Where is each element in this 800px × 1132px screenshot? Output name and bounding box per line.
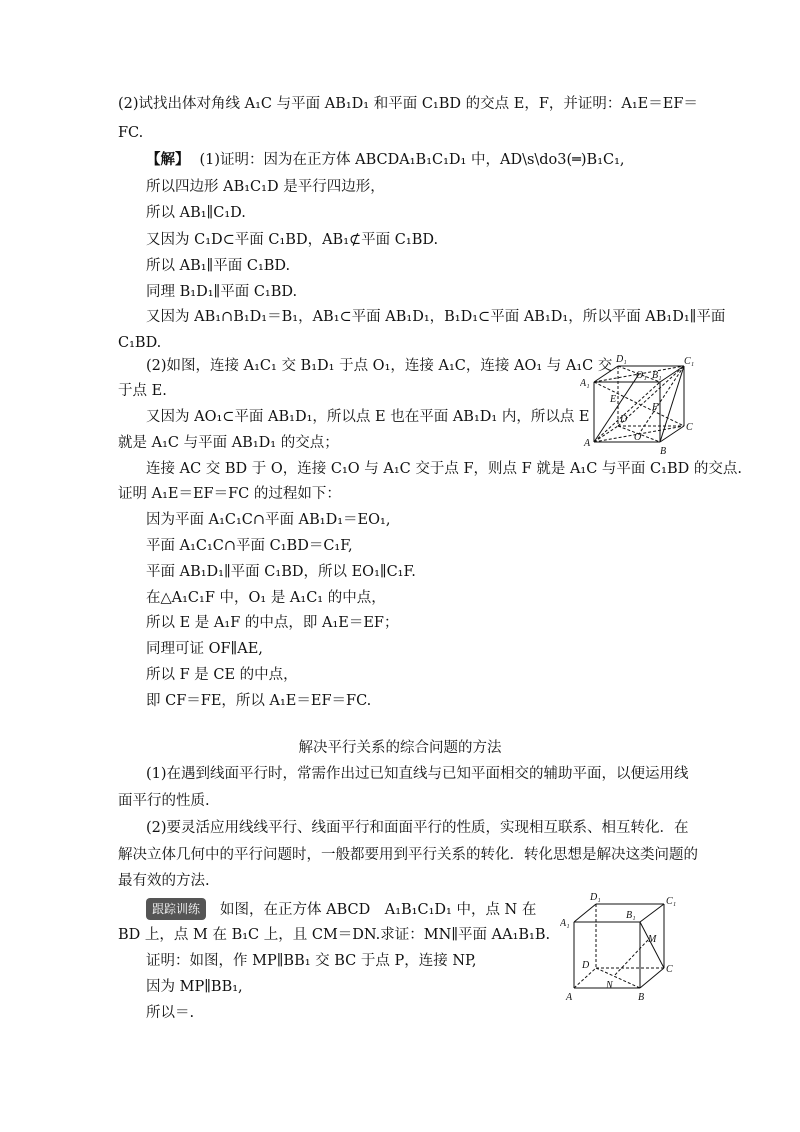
fig2-label-b1: B₁ <box>626 910 636 921</box>
solution-line-5: 同理 B₁D₁∥平面 C₁BD. <box>146 284 298 300</box>
solution-line-8: (2)如图，连接 A₁C₁ 交 B₁D₁ 于点 O₁，连接 A₁C，连接 AO₁ 与 A₁C 交 <box>146 358 613 374</box>
solution-line-1: 所以四边形 AB₁C₁D 是平行四边形， <box>146 179 385 195</box>
fig2-label-c: C <box>666 964 673 975</box>
solution-line-13: 证明 A₁E＝EF＝FC 的过程如下： <box>118 486 341 502</box>
fig1-label-b: B <box>660 446 667 457</box>
fig1-label-a: A <box>584 438 591 449</box>
fig1-label-o: O <box>634 432 642 443</box>
fig1-label-d1: D₁ <box>616 354 627 365</box>
solution-line-9: 于点 E. <box>118 383 167 399</box>
method-line-0: (1)在遇到线面平行时，常需作出过已知直线与已知平面相交的辅助平面，以便运用线 <box>146 766 689 782</box>
fig1-label-f: F <box>652 402 659 413</box>
solution-line-12: 连接 AC 交 BD 于 O，连接 C₁O 与 A₁C 交于点 F，则点 F 就是 A₁C 与平面 C₁BD 的交点. <box>146 461 742 477</box>
exercise-proof-2: 所以＝. <box>146 1005 195 1021</box>
solution-line-10: 又因为 AO₁⊂平面 AB₁D₁，所以点 E 也在平面 AB₁D₁ 内，所以点 E <box>146 409 590 425</box>
method-line-3: 解决立体几何中的平行问题时，一般都要用到平行关系的转化．转化思想是解决这类问题的 <box>118 847 698 863</box>
fig2-label-m: M <box>648 934 657 945</box>
exercise-badge: 跟踪训练 <box>146 898 206 920</box>
solution-line-7: C₁BD. <box>118 335 162 351</box>
fig1-label-d: D <box>620 414 628 425</box>
solution-tag: 【解】 <box>146 151 190 168</box>
solution-line-18: 所以 E 是 A₁F 的中点，即 A₁E＝EF； <box>146 615 399 631</box>
method-line-4: 最有效的方法. <box>118 873 210 889</box>
exercise-proof-1: 因为 MP∥BB₁, <box>146 979 243 995</box>
fig2-label-d1: D₁ <box>590 892 601 903</box>
solution-line-2: 所以 AB₁∥C₁D. <box>146 205 246 221</box>
exercise-line-2: BD 上，点 M 在 B₁C 上，且 CM＝DN.求证：MN∥平面 AA₁B₁B. <box>118 927 551 943</box>
method-line-1: 面平行的性质. <box>118 793 210 809</box>
fig2-label-n: N <box>606 980 613 991</box>
fig2-label-b: B <box>638 992 645 1003</box>
fig2-label-d: D <box>582 960 590 971</box>
fig1-label-c: C <box>686 422 693 433</box>
fig2-label-a1: A₁ <box>560 918 570 929</box>
method-line-2: (2)要灵活应用线线平行、线面平行和面面平行的性质，实现相互联系、相互转化．在 <box>146 820 689 836</box>
method-title: 解决平行关系的综合问题的方法 <box>298 740 502 756</box>
fig1-label-c1: C₁ <box>684 356 695 367</box>
cube-figure-2 <box>560 890 690 1005</box>
cube-figure-1 <box>580 350 700 460</box>
fig1-label-e: E <box>610 394 617 405</box>
solution-line-15: 平面 A₁C₁C∩平面 C₁BD＝C₁F, <box>146 538 353 554</box>
solution-line-21: 即 CF＝FE，所以 A₁E＝EF＝FC. <box>146 693 372 709</box>
solution-line-0: 【解】 (1)证明：因为在正方体 ABCDA₁B₁C₁D₁ 中，AD\s\do3(═)B₁C₁, <box>146 151 625 168</box>
solution-line-19: 同理可证 OF∥AE, <box>146 641 263 657</box>
fig1-label-b1: B₁ <box>652 370 662 381</box>
fig1-label-a1: A₁ <box>580 378 590 389</box>
solution-line-11: 就是 A₁C 与平面 AB₁D₁ 的交点； <box>118 435 339 451</box>
solution-line-3: 又因为 C₁D⊂平面 C₁BD，AB₁⊄平面 C₁BD. <box>146 232 439 248</box>
fig1-label-o1: O₁ <box>636 370 647 381</box>
exercise-proof-0: 证明：如图，作 MP∥BB₁ 交 BC 于点 P，连接 NP, <box>146 953 477 969</box>
exercise-line-1: 跟踪训练 如图，在正方体 ABCD A₁B₁C₁D₁ 中，点 N 在 <box>146 898 536 920</box>
problem-part2-line1: (2)试找出体对角线 A₁C 与平面 AB₁D₁ 和平面 C₁BD 的交点 E，F，并证明：A₁E＝EF＝ <box>118 96 698 112</box>
solution-line-14: 因为平面 A₁C₁C∩平面 AB₁D₁＝EO₁, <box>146 512 391 528</box>
problem-part2-line2: FC. <box>118 125 144 141</box>
solution-line-4: 所以 AB₁∥平面 C₁BD. <box>146 258 291 274</box>
solution-line-20: 所以 F 是 CE 的中点， <box>146 667 298 683</box>
solution-line-17: 在△A₁C₁F 中，O₁ 是 A₁C₁ 的中点， <box>146 590 386 606</box>
fig2-label-a: A <box>566 992 573 1003</box>
solution-line-6: 又因为 AB₁∩B₁D₁＝B₁，AB₁⊂平面 AB₁D₁，B₁D₁⊂平面 AB₁D₁，所以平面 AB₁D₁∥平面 <box>146 309 726 325</box>
fig2-label-c1: C₁ <box>666 896 677 907</box>
solution-line-16: 平面 AB₁D₁∥平面 C₁BD，所以 EO₁∥C₁F. <box>146 564 416 580</box>
